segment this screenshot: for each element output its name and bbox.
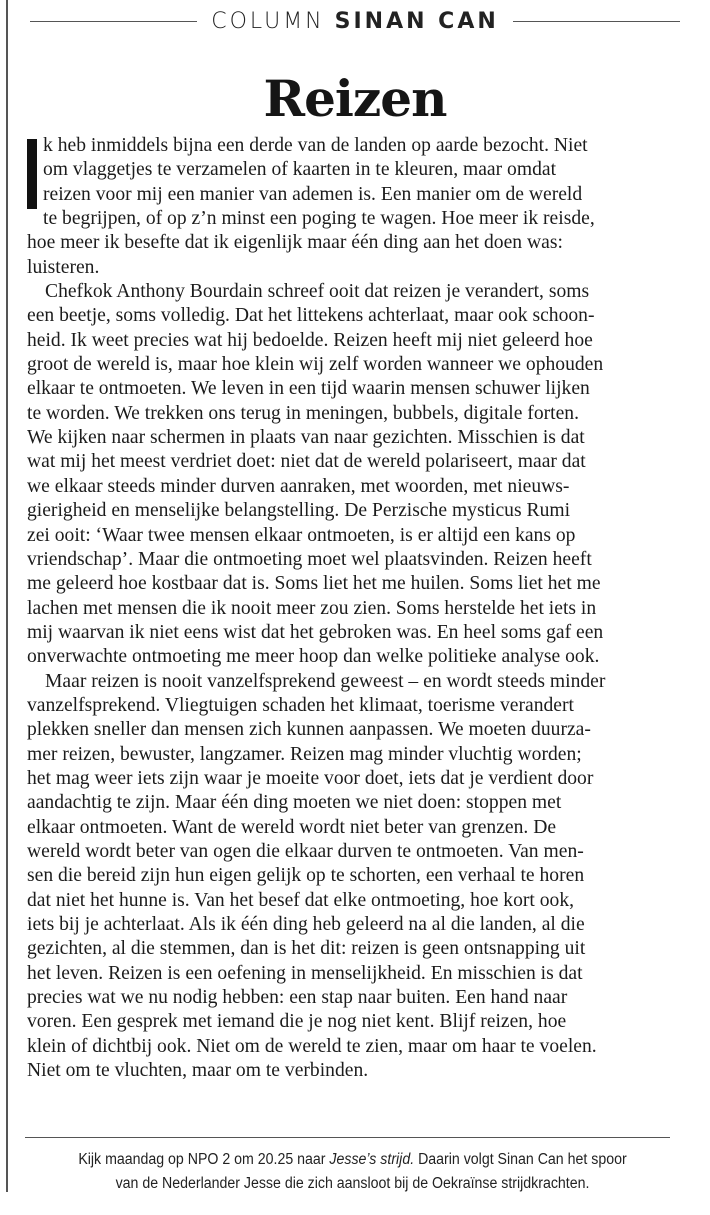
text-line: te worden. We trekken ons terug in meningen, bubbels, digitale forten. <box>27 402 579 424</box>
text-line: voren. Een gesprek met iemand die je nog niet kent. Blijf reizen, hoe <box>27 1011 567 1033</box>
text-line: elkaar ontmoeten. Want de wereld wordt niet beter van grenzen. De <box>27 816 557 838</box>
text-line: onverwachte ontmoeting me meer hoop dan welke politieke analyse ook. <box>27 646 600 668</box>
text-line: om vlaggetjes te verzamelen of kaarten in te kleuren, maar omdat <box>43 159 557 181</box>
text-line: me geleerd hoe kostbaar dat is. Soms liet het me huilen. Soms liet het me <box>27 573 601 595</box>
caption-text-3: van de Nederlander Jesse die zich aansloot bij de Oekraïnse strijdkrachten. <box>115 1175 590 1192</box>
text-line: zei ooit: ‘Waar twee mensen elkaar ontmoeten, is er altijd een kans op <box>27 524 576 546</box>
text-line: Niet om te vluchten, maar om te verbinden. <box>27 1060 369 1082</box>
text-line: wereld wordt beter van ogen die elkaar durven te ontmoeten. Van men- <box>27 840 584 862</box>
text-line: precies wat we nu nodig hebben: een stap naar buiten. Een hand naar <box>27 987 568 1009</box>
text-line: k heb inmiddels bijna een derde van de landen op aarde bezocht. Niet <box>43 135 588 156</box>
text-line: lachen met mensen die ik nooit meer zou zien. Soms herstelde het iets in <box>27 597 597 619</box>
text-line: mer reizen, bewuster, langzamer. Reizen mag minder vluchtig worden; <box>27 743 582 765</box>
kicker-rule-right <box>513 21 680 22</box>
text-line: luisteren. <box>27 256 100 278</box>
kicker-label: COLUMN <box>211 8 325 34</box>
text-line: reizen voor mij een manier van ademen is. Een manier om de wereld <box>43 183 583 205</box>
kicker-author: SINAN CAN <box>334 8 499 34</box>
caption-text-2: Daarin volgt Sinan Can het spoor <box>414 1151 627 1168</box>
article-title: Reizen <box>263 68 447 128</box>
article-body <box>27 134 677 1083</box>
text-line: klein of dichtbij ook. Niet om de wereld te zien, maar om haar te voelen. <box>27 1035 597 1057</box>
text-line: elkaar te ontmoeten. We leven in een tijd waarin mensen schuwer lijken <box>27 378 590 400</box>
text-line: We kijken naar schermen in plaats van naar gezichten. Misschien is dat <box>27 427 585 449</box>
article-paragraph <box>27 280 677 670</box>
column-kicker <box>30 6 680 36</box>
text-line: sen die bereid zijn hun eigen gelijk op te schorten, een verhaal te horen <box>27 865 585 887</box>
tv-caption <box>47 1148 659 1196</box>
text-line: hoe meer ik besefte dat ik eigenlijk maar één ding aan het doen was: <box>27 232 563 254</box>
text-line: we elkaar steeds minder durven aanraken, met woorden, met nieuws- <box>27 475 570 497</box>
article-paragraph <box>27 670 677 1084</box>
drop-cap <box>27 139 37 209</box>
kicker-text <box>197 9 513 34</box>
text-line: het leven. Reizen is een oefening in menselijkheid. En misschien is dat <box>27 962 583 984</box>
caption-text-1: Kijk maandag op NPO 2 om 20.25 naar <box>78 1151 330 1168</box>
text-line: dat niet het hunne is. Van het besef dat elke ontmoeting, hoe kort ook, <box>27 889 575 911</box>
text-line: een beetje, soms volledig. Dat het littekens achterlaat, maar ook schoon- <box>27 305 595 327</box>
kicker-rule-left <box>30 21 197 22</box>
text-line: vanzelfsprekend. Vliegtuigen schaden het klimaat, toerisme verandert <box>27 694 574 716</box>
article-paragraph <box>27 134 677 280</box>
text-line: aandachtig te zijn. Maar één ding moeten we niet doen: stoppen met <box>27 792 562 814</box>
text-line: mij waarvan ik niet eens wist dat het gebroken was. En heel soms gaf een <box>27 621 604 643</box>
text-line: groot de wereld is, maar hoe klein wij zelf worden wanneer we ophouden <box>27 354 604 376</box>
text-line: iets bij je achterlaat. Als ik één ding heb geleerd na al die landen, al die <box>27 914 585 935</box>
caption-programme-title: Jesse’s strijd. <box>329 1151 415 1168</box>
text-line: te begrijpen, of op z’n minst een poging te wagen. Hoe meer ik reisde, <box>43 208 595 230</box>
text-line: het mag weer iets zijn waar je moeite voor doet, iets dat je verdient door <box>27 767 594 789</box>
text-line: Chefkok Anthony Bourdain schreef ooit dat reizen je verandert, soms <box>45 281 590 303</box>
text-line: wat mij het meest verdriet doet: niet dat de wereld polariseert, maar dat <box>27 451 586 473</box>
left-margin-rule <box>6 0 8 1192</box>
text-line: vriendschap’. Maar die ontmoeting moet wel plaatsvinden. Reizen heeft <box>27 548 592 570</box>
text-line: heid. Ik weet precies wat hij bedoelde. Reizen heeft mij niet geleerd hoe <box>27 329 593 351</box>
footer-rule <box>25 1137 670 1138</box>
text-line: plekken sneller dan mensen zich kunnen aanpassen. We moeten duurza- <box>27 719 591 741</box>
text-line: gierigheid en menselijke belangstelling. De Perzische mysticus Rumi <box>27 500 571 522</box>
text-line: gezichten, al die stemmen, dan is het dit: reizen is geen ontsnapping uit <box>27 938 586 960</box>
text-line: Maar reizen is nooit vanzelfsprekend geweest – en wordt steeds minder <box>45 670 606 692</box>
